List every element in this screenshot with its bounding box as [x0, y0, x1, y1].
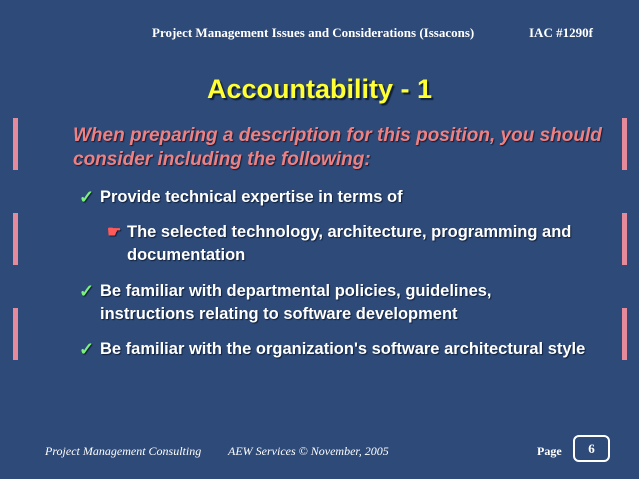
- bullet-item-2: [79, 280, 580, 326]
- bullet-text: Be familiar with departmental policies, guidelines, instructions relating to software development: [100, 282, 492, 323]
- bullet-subitem-1: [107, 221, 607, 267]
- bullet-text: The selected technology, architecture, programming and documentation: [127, 223, 572, 264]
- page-number-box: 6: [573, 435, 610, 462]
- bullet-text: Be familiar with the organization's software architectural style: [100, 340, 586, 358]
- slide-title: Accountability - 1: [206, 74, 433, 104]
- check-icon: ✓: [79, 339, 95, 359]
- bullet-text: Provide technical expertise in terms of: [100, 188, 403, 206]
- header-code: IAC #1290f: [529, 25, 593, 40]
- right-accent-bar-3: [622, 308, 627, 360]
- pointing-hand-icon: ☛: [107, 224, 122, 241]
- header-title: Project Management Issues and Considerations (Issacons): [152, 25, 475, 40]
- bullet-item-3: [79, 338, 600, 361]
- left-accent-bar-2: [13, 213, 18, 265]
- slide-header: [0, 22, 639, 42]
- right-accent-bar-2: [622, 213, 627, 265]
- left-accent-bar-3: [13, 308, 18, 360]
- left-accent-bar-1: [13, 118, 18, 170]
- bullet-item-1: [79, 186, 600, 209]
- slide-intro: When preparing a description for this position, you should consider including the following:: [73, 125, 602, 170]
- footer-copyright: AEW Services © November, 2005: [228, 444, 389, 458]
- slide-footer: [0, 443, 639, 463]
- check-icon: ✓: [79, 187, 95, 207]
- page-label: Page: [537, 444, 562, 458]
- footer-company: Project Management Consulting: [45, 444, 202, 458]
- check-icon: ✓: [79, 281, 95, 301]
- right-accent-bar-1: [622, 118, 627, 170]
